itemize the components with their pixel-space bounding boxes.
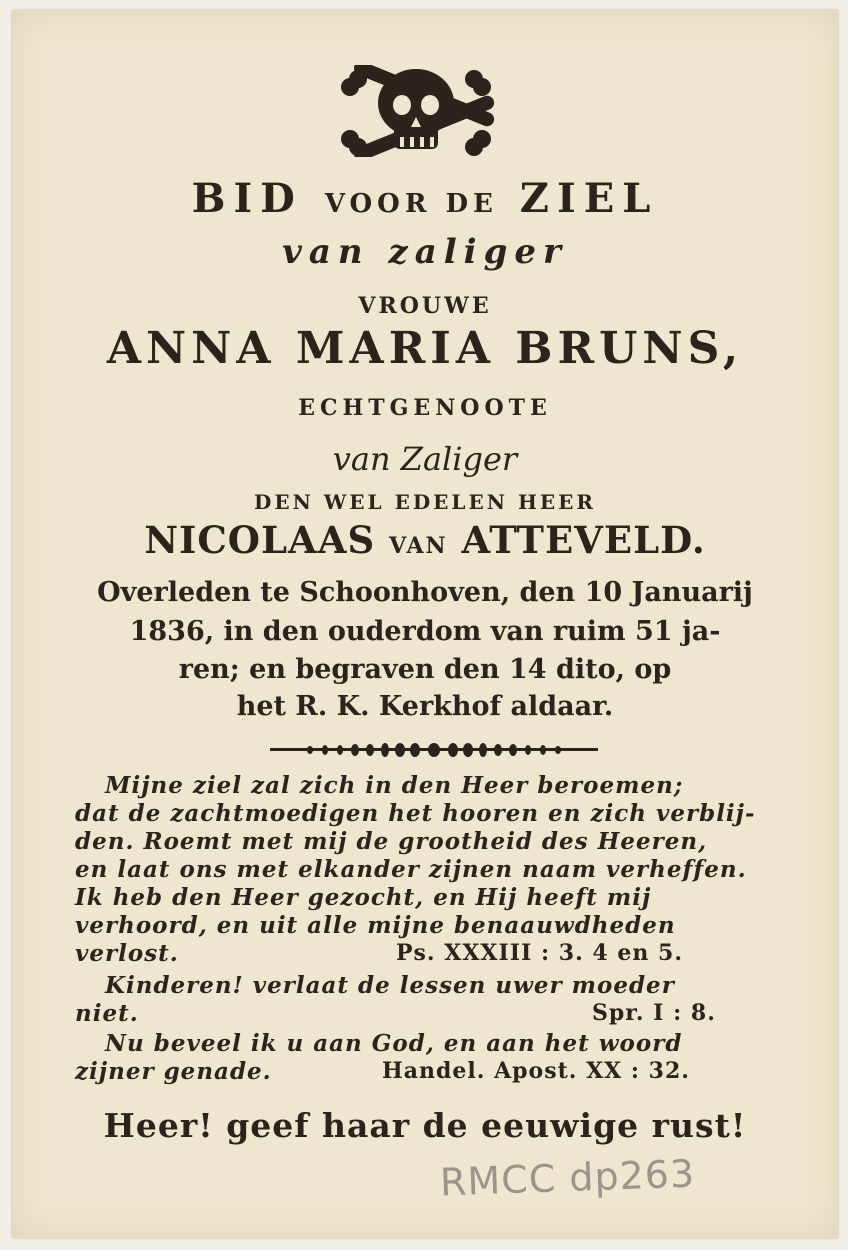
verse-line: den. Roemt met mij de grootheid des Heeren,	[75, 828, 708, 855]
verse-line: en laat ons met elkander zijnen naam verheffen.	[75, 856, 747, 883]
body-line: het R. K. Kerkhof aldaar.	[236, 691, 614, 722]
scripture-reference: Ps. XXXIII : 3. 4 en 5.	[396, 940, 683, 966]
heading-pray: BID VOOR DE ZIEL	[191, 175, 659, 222]
scripture-reference: Handel. Apost. XX : 32.	[382, 1058, 690, 1084]
archive-handwritten-number: RMCC dp263	[439, 1151, 696, 1205]
verse-line: zijner genade.	[75, 1058, 272, 1085]
verse-line: Kinderen! verlaat de lessen uwer moeder	[105, 972, 675, 999]
verse-line: niet.	[75, 1000, 139, 1027]
verse-line: Nu beveel ik u aan God, en aan het woord	[105, 1030, 683, 1057]
spouse-title: ECHTGENOOTE	[298, 395, 552, 421]
verse-line: verlost.	[75, 940, 179, 967]
verse-line: dat de zachtmoedigen het hooren en zich verblij-	[75, 800, 756, 827]
verse-line: verhoord, en uit alle mijne benaauwdheden	[75, 912, 676, 939]
title-vrouwe: VROUWE	[358, 293, 492, 319]
verse-line: Mijne ziel zal zich in den Heer beroemen;	[105, 772, 684, 799]
body-line: Overleden te Schoonhoven, den 10 Januarij	[97, 577, 753, 608]
body-line: 1836, in den ouderdom van ruim 51 ja-	[129, 616, 721, 647]
verse-line: Ik heb den Heer gezocht, en Hij heeft mij	[75, 884, 652, 911]
body-line: ren; en begraven den 14 dito, op	[178, 654, 672, 685]
closing-prayer: Heer! geef haar de eeuwige rust!	[103, 1106, 747, 1145]
skull-crossbones-icon	[332, 65, 500, 157]
spouse-honorific: DEN WEL EDELEN HEER	[254, 490, 596, 514]
memorial-card	[12, 10, 838, 1238]
scripture-reference: Spr. I : 8.	[592, 1000, 716, 1026]
subheading-late: van zaliger	[282, 232, 568, 272]
deceased-name: ANNA MARIA BRUNS,	[106, 323, 744, 374]
spouse-late: van Zaliger	[332, 440, 518, 478]
spouse-name: NICOLAAS VAN ATTEVELD.	[144, 518, 706, 562]
ornamental-divider	[270, 743, 598, 757]
